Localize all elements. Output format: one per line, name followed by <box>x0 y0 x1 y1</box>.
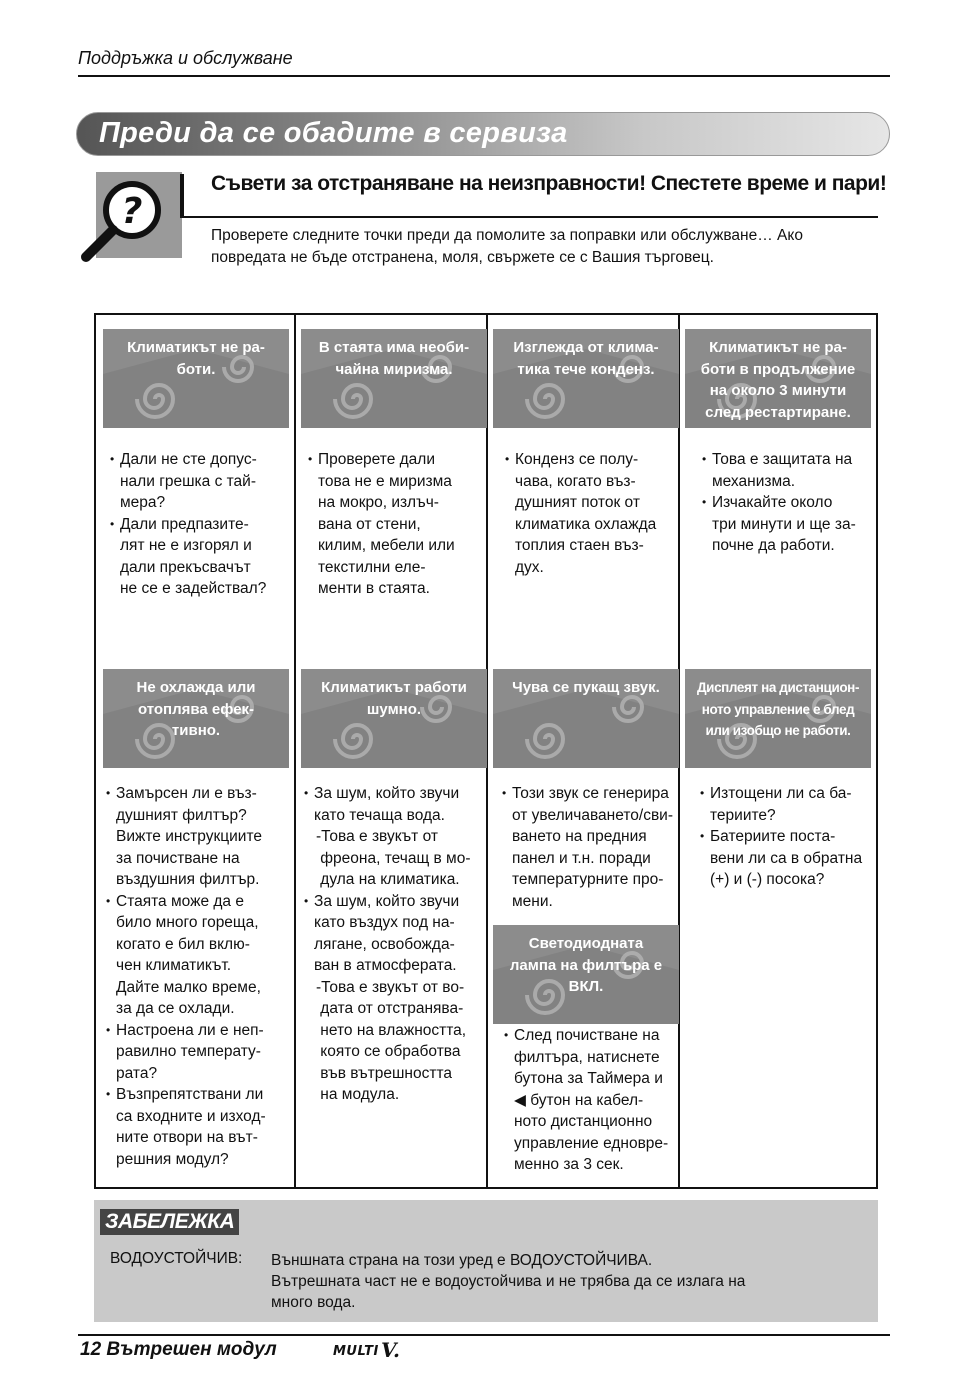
issue-title <box>305 337 483 380</box>
check-item-line: • Това е защитата на <box>712 451 853 468</box>
check-item-line: когато е бил вклю- <box>116 935 250 953</box>
multi-v-logo <box>333 1338 423 1362</box>
check-item-line: рата? <box>116 1064 158 1082</box>
issue-title-line: боти в продължение <box>700 360 856 378</box>
check-item-line: душният поток от <box>515 494 640 511</box>
check-item-line: равилно температу- <box>116 1043 261 1060</box>
issue-header <box>493 925 679 1024</box>
issue-header <box>685 669 871 768</box>
check-item-line: килим, мебели или <box>318 537 455 554</box>
check-item-line: • Замърсен ли е въз- <box>116 785 257 802</box>
issue-checklist <box>505 449 685 578</box>
section-label: Поддръжка и обслужване <box>78 48 293 68</box>
issue-title-line: Светодиодната <box>528 935 644 952</box>
check-item-line: чен климатикът. <box>116 957 232 974</box>
check-item-line: -Това е звукът от <box>316 828 438 845</box>
check-item-line: ◀ бутон на кабел- <box>514 1091 644 1109</box>
issue-checklist <box>304 783 484 1106</box>
check-item-line: • Конденз се полу- <box>515 451 639 468</box>
note-badge: ЗАБЕЛЕЖКА <box>100 1209 239 1235</box>
check-item <box>106 891 286 1020</box>
bottom-rule <box>78 1334 890 1336</box>
issue-title <box>305 677 483 720</box>
svg-text:?: ? <box>121 191 143 232</box>
issue-title-line: шумно. <box>366 700 422 718</box>
issue-title-line: отоплява ефек- <box>137 700 255 718</box>
check-item <box>502 783 682 912</box>
check-item-line: три минути и ще за- <box>712 515 856 533</box>
issue-checklist <box>700 783 880 891</box>
top-rule <box>78 75 890 77</box>
check-item-line: • За шум, който звучи <box>314 785 460 802</box>
svg-text:MULTI: MULTI <box>333 1344 379 1359</box>
issue-title-line: лампа на филтъра е <box>509 956 663 974</box>
check-item <box>702 492 882 557</box>
check-item-line: ното дистанционно <box>514 1113 653 1130</box>
check-item <box>304 826 484 891</box>
check-item-line: вана от стени, <box>318 515 421 533</box>
issue-checklist <box>106 783 286 1170</box>
check-item-line: мени. <box>512 892 553 910</box>
check-item <box>304 783 484 826</box>
check-item-line: въздушния филтър. <box>116 871 260 888</box>
check-item <box>308 449 488 600</box>
check-item-line: • Батериите поста- <box>710 828 836 845</box>
issue-title-line: тика тече конденз. <box>517 360 655 378</box>
check-item-line: не се е задействал? <box>120 580 267 597</box>
issue-title-line: чайна миризма. <box>335 360 453 378</box>
check-item-line: душният филтър? <box>116 806 247 824</box>
issue-title-line: ното управление е блед <box>701 701 855 717</box>
page-title: Преди да се обадите в сервиза <box>99 117 568 149</box>
check-item-line: лят не е изгорял и <box>120 537 252 554</box>
check-item-line: териите? <box>710 806 776 824</box>
check-item-line: • За шум, който звучи <box>314 892 460 910</box>
check-item-line: • Изчакайте около <box>712 494 833 511</box>
check-item-line: ван в атмосферата. <box>314 957 457 974</box>
issue-title-line: Чува се пукащ звук. <box>512 679 660 696</box>
issue-title <box>497 337 675 380</box>
check-item-line: от увеличаването/сви- <box>512 806 674 824</box>
issue-header <box>493 329 679 428</box>
issue-checklist <box>702 449 882 557</box>
check-item-line: във вътрешността <box>316 1064 453 1082</box>
note-text <box>271 1250 861 1313</box>
check-item-line: на мокро, излъч- <box>318 494 439 511</box>
check-item-line: било много гореща, <box>116 914 259 931</box>
tip-title: Съвети за отстраняване на неизправности! Спестете време и пари! <box>211 172 887 195</box>
issue-checklist <box>504 1025 686 1176</box>
issue-title <box>107 337 285 380</box>
check-item-line: нали грешка с тай- <box>120 472 256 490</box>
check-item-line: • Дали предпазите- <box>120 515 249 533</box>
title-banner <box>76 112 890 156</box>
issue-title-line: или изобщо не работи. <box>705 723 851 738</box>
check-item <box>702 449 882 492</box>
check-item-line: това не е миризма <box>318 472 452 490</box>
note-line: много вода. <box>271 1294 356 1311</box>
check-item-line: топлия стаен въз- <box>515 537 644 554</box>
check-item <box>504 1025 686 1176</box>
issue-title-line: боти. <box>176 360 216 378</box>
check-item-line: климатика охлажда <box>515 515 657 533</box>
issue-title-line: Дисплеят на дистанцион- <box>696 680 860 695</box>
check-item-line: филтъра, натиснете <box>514 1048 660 1066</box>
check-item-line: ните отвори на вът- <box>116 1129 258 1146</box>
check-item-line: Вижте инструкциите <box>116 828 263 845</box>
note-line: Външната страна на този уред е ВОДОУСТОЙЧИВА. <box>271 1252 653 1269</box>
check-item-line: • Възпрепятствани ли <box>116 1086 264 1103</box>
check-item-line: са входните и изход- <box>116 1107 266 1125</box>
check-item-line: • След почистване на <box>514 1027 660 1044</box>
issue-title-line: Климатикът не ра- <box>709 339 847 356</box>
check-item <box>505 449 685 578</box>
issue-checklist <box>110 449 290 600</box>
issue-title-line: Не охлажда или <box>136 679 256 696</box>
tip-description <box>211 225 871 269</box>
issue-title-line: Климатикът не ра- <box>127 339 265 356</box>
check-item-line: бутона за Таймера и <box>514 1070 663 1087</box>
note-box <box>94 1200 878 1322</box>
issue-title <box>107 677 285 742</box>
check-item-line: (+) и (-) посока? <box>710 871 825 888</box>
check-item-line: управление едновре- <box>514 1134 669 1152</box>
check-item-line: температурните про- <box>512 871 664 888</box>
tip-desc-line: Проверете следните точки преди да помолите за поправки или обслужване… Ако <box>211 227 803 244</box>
grid-divider <box>294 315 296 1187</box>
tip-desc-line: повредата не бъде отстранена, моля, свържете се с Вашия търговец. <box>211 249 714 266</box>
check-item <box>700 826 880 891</box>
issue-header <box>493 669 679 768</box>
magnifier-question-icon <box>80 170 184 262</box>
check-item <box>106 1020 286 1085</box>
issue-header <box>301 329 487 428</box>
tip-rule <box>180 216 878 218</box>
issue-header <box>301 669 487 768</box>
issue-title-line: след рестартиране. <box>705 403 851 421</box>
check-item-line: чава, когато въз- <box>515 472 636 490</box>
check-item-line: нето на влажността, <box>316 1021 467 1039</box>
issue-title <box>689 677 867 742</box>
issue-title <box>689 337 867 423</box>
check-item-line: фреона, течащ в мо- <box>316 849 471 867</box>
check-item-line: • Настроена ли е неп- <box>116 1021 264 1039</box>
check-item-line: решния модул? <box>116 1150 229 1168</box>
check-item-line: менти в стаята. <box>318 580 430 597</box>
check-item-line: лягане, освобожда- <box>314 935 455 953</box>
issue-title-line: тивно. <box>171 722 221 739</box>
check-item-line: текстилни еле- <box>318 558 426 576</box>
issue-title <box>497 933 675 998</box>
check-item-line: панел и т.н. поради <box>512 849 651 867</box>
check-item-line: механизма. <box>712 472 796 490</box>
footer-page: 12 Вътрешен модул <box>80 1339 277 1360</box>
check-item-line: вени ли са в обратна <box>710 849 863 867</box>
check-item <box>110 514 290 600</box>
issue-header <box>685 329 871 428</box>
check-item-line: мера? <box>120 494 166 511</box>
check-item-line: като течаща вода. <box>314 806 445 824</box>
check-item-line: на модула. <box>316 1086 400 1103</box>
check-item-line: • Проверете дали <box>318 451 436 468</box>
issue-checklist <box>308 449 488 600</box>
check-item <box>110 449 290 514</box>
note-line: Вътрешната част не е водоустойчива и не трябва да се излага на <box>271 1273 746 1290</box>
svg-text:V.: V. <box>381 1338 400 1362</box>
check-item-line: • Този звук се генерира <box>512 785 669 802</box>
check-item <box>304 977 484 1106</box>
check-item-line: за почистване на <box>116 849 240 867</box>
check-item-line: менно за 3 сек. <box>514 1156 624 1173</box>
issue-title <box>497 677 675 699</box>
check-item-line: Дайте малко време, <box>116 978 261 996</box>
check-item <box>106 1084 286 1170</box>
check-item-line: • Стаята може да е <box>116 892 244 910</box>
check-item-line: като въздух под на- <box>314 914 455 931</box>
check-item-line: дата от отстранява- <box>316 1000 464 1017</box>
check-item <box>304 891 484 977</box>
tip-bar <box>180 174 184 218</box>
check-item-line: за да се охлади. <box>116 1000 235 1017</box>
check-item <box>700 783 880 826</box>
note-label: ВОДОУСТОЙЧИВ: <box>110 1250 243 1267</box>
check-item-line: ването на предния <box>512 828 647 845</box>
issue-header <box>103 329 289 428</box>
check-item-line: почне да работи. <box>712 537 835 554</box>
check-item <box>106 783 286 891</box>
check-item-line: • Дали не сте допус- <box>120 451 257 468</box>
check-item-line: дали прекъсвачът <box>120 558 251 576</box>
issue-checklist <box>502 783 682 912</box>
issue-title-line: Изглежда от клима- <box>513 339 659 356</box>
check-item-line: дула на климатика. <box>316 871 460 888</box>
issue-header <box>103 669 289 768</box>
check-item-line: която се обработва <box>316 1043 461 1060</box>
issue-title-line: Климатикът работи <box>321 679 467 696</box>
issue-title-line: ВКЛ. <box>568 978 604 995</box>
check-item-line: дух. <box>515 558 544 576</box>
check-item-line: • Изтощени ли са ба- <box>710 785 852 802</box>
check-item-line: -Това е звукът от во- <box>316 978 465 996</box>
issue-title-line: В стаята има необи- <box>318 339 470 356</box>
issue-title-line: на около 3 минути <box>709 382 847 399</box>
